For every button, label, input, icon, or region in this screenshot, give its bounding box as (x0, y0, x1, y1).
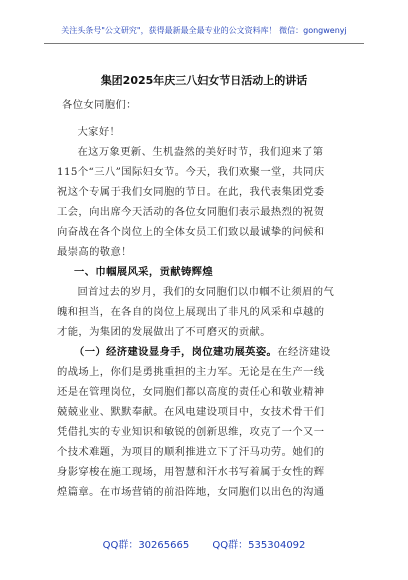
paragraph-line: 魄和担当，在各自的岗位上展现出了非凡的风采和卓越的 (57, 306, 325, 318)
paragraph-line: 煌篇章。在市场营销的前沿阵地，女同胞们以出色的沟通 (57, 486, 325, 498)
paragraph-line: 祝这个专属于我们女同胞的节日。在此，我代表集团党委 (57, 186, 325, 198)
paragraph-line: 在这万象更新、生机盎然的美好时节，我们迎来了第 (77, 146, 324, 158)
header-banner: 关注头条号"公文研究"，获得最新最全最专业的公文资料库！ 微信：gongwenyj (61, 26, 347, 35)
paragraph-line: 还是在管理岗位，女同胞们都以高度的责任心和敬业精神 (57, 386, 325, 398)
paragraph-line: 个技术难题，为项目的顺利推进立下了汗马功劳。她们的 (57, 446, 325, 458)
paragraph-line: 工会，向出席今天活动的各位女同胞们表示最热烈的祝贺 (57, 206, 325, 218)
document-body (57, 95, 362, 502)
footer (0, 536, 408, 551)
section-heading: 一、巾帼展风采，贡献铸辉煌 (74, 266, 214, 278)
paragraph-line: 的战场上，你们是勇挑重担的主力军。无论是在生产一线 (57, 366, 325, 378)
paragraph-line: 才能，为集团的发展做出了不可磨灭的贡献。 (57, 326, 271, 338)
qq-group-1: QQ群：30265665 (102, 540, 190, 551)
paragraph-line: 最崇高的敬意！ (57, 246, 132, 258)
salutation: 各位女同胞们： (62, 99, 137, 111)
subsection-heading: （一）经济建设显身手，岗位建功展英姿。 (74, 346, 278, 358)
paragraph-text: 在经济建设 (277, 346, 331, 358)
document-title: 集团2025年庆三八妇女节日活动上的讲话 (100, 74, 308, 87)
paragraph-line: 115个“三八”国际妇女节。今天，我们欢聚一堂，共同庆 (57, 166, 325, 178)
paragraph-line: 回首过去的岁月，我们的女同胞们以巾帼不让须眉的气 (77, 286, 335, 298)
header-divider (44, 43, 364, 44)
paragraph-line: 身影穿梭在施工现场，用智慧和汗水书写着属于女性的辉 (57, 466, 325, 478)
subsection-line (74, 342, 362, 362)
paragraph-line: 兢兢业业、默默奉献。在风电建设项目中，女技术骨干们 (57, 406, 325, 418)
paragraph-line: 凭借扎实的专业知识和敏锐的创新思维，攻克了一个又一 (57, 426, 325, 438)
qq-group-2: QQ群：535304092 (212, 540, 306, 551)
greeting: 大家好！ (77, 126, 121, 138)
paragraph-line: 向奋战在各个岗位上的全体女员工们致以最诚挚的问候和 (57, 226, 325, 238)
